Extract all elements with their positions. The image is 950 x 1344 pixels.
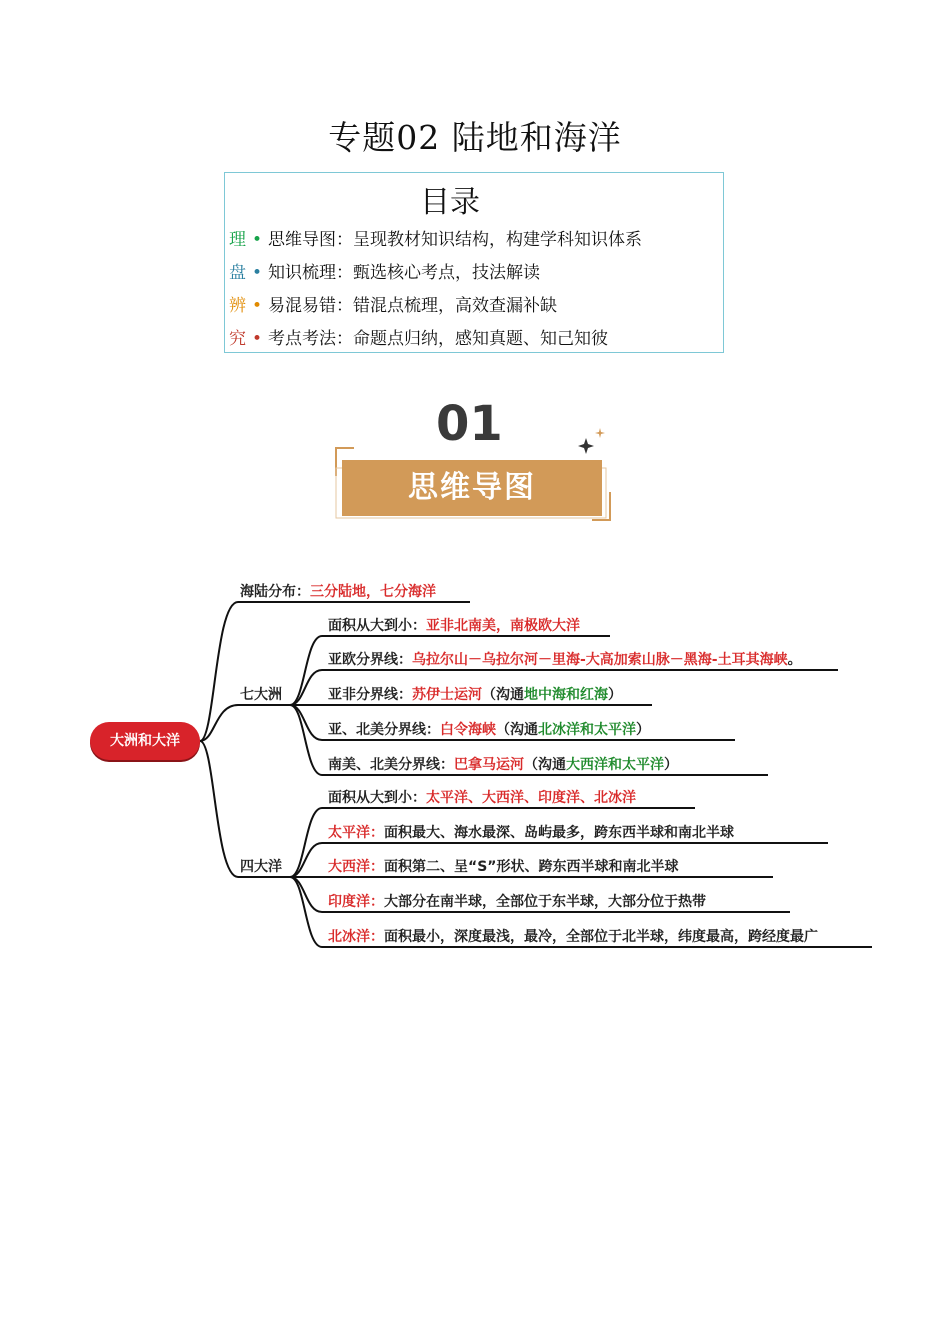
item-value: 乌拉尔山－乌拉尔河－里海-大高加索山脉－黑海-土耳其海峡: [412, 652, 788, 668]
item-value: 白令海峡: [440, 722, 496, 738]
ocean-item: [328, 787, 636, 807]
toc-text: 知识梳理：甄选核心考点，技法解读: [268, 263, 541, 283]
item-value: 亚非北南美，南极欧大洋: [426, 618, 580, 634]
section-number: 01: [436, 396, 503, 452]
continent-item: [328, 754, 678, 774]
continent-item: [328, 615, 580, 635]
item-note: （沟通: [496, 722, 538, 738]
item-value: 面积最小，深度最浅，最冷，全部位于北半球，纬度最高，跨经度最广: [384, 929, 818, 945]
item-value: 面积第二、呈“S”形状、跨东西半球和南北半球: [384, 859, 679, 875]
toc-key: 辨: [229, 296, 246, 316]
item-note-value: 大西洋和太平洋: [566, 757, 664, 773]
toc-text: 思维导图：呈现教材知识结构，构建学科知识体系: [268, 230, 643, 250]
item-value: 巴拿马运河: [454, 757, 524, 773]
ocean-item: [328, 926, 818, 946]
node-label: 海陆分布：: [240, 584, 310, 600]
item-label: 太平洋：: [328, 825, 384, 841]
item-note-end: ）: [636, 722, 650, 738]
item-note: （沟通: [524, 757, 566, 773]
item-label: 亚非分界线：: [328, 687, 412, 703]
toc-key: 究: [229, 329, 246, 349]
item-label: 面积从大到小：: [328, 790, 426, 806]
item-label: 亚欧分界线：: [328, 652, 412, 668]
branch-sidayang: 四大洋: [240, 859, 282, 875]
branch-qidazhou: 七大洲: [240, 687, 282, 703]
item-note-value: 北冰洋和太平洋: [538, 722, 636, 738]
item-value: 大部分在南半球，全部位于东半球，大部分位于热带: [384, 894, 706, 910]
node-value: 三分陆地，七分海洋: [310, 584, 436, 600]
item-label: 北冰洋：: [328, 929, 384, 945]
toc-text: 易混易错：错混点梳理，高效查漏补缺: [268, 296, 558, 316]
continent-item: [328, 719, 650, 739]
toc-bullet: •: [252, 329, 263, 349]
item-value: 太平洋、大西洋、印度洋、北冰洋: [426, 790, 636, 806]
item-label: 面积从大到小：: [328, 618, 426, 634]
continent-item: [328, 649, 802, 669]
toc-bullet: •: [252, 230, 263, 250]
item-note-value: 地中海和红海: [524, 687, 608, 703]
toc-bullet: •: [252, 263, 263, 283]
branch-hailu: [240, 581, 436, 601]
toc-text: 考点考法：命题点归纳，感知真题、知己知彼: [268, 329, 609, 349]
ocean-item: [328, 822, 734, 842]
item-suffix: 。: [787, 652, 802, 668]
item-note-end: ）: [608, 687, 622, 703]
section-label: 思维导图: [342, 460, 602, 516]
toc-key: 盘: [229, 263, 246, 283]
continent-item: [328, 684, 622, 704]
ocean-item: [328, 891, 706, 911]
ocean-item: [328, 856, 678, 876]
toc-bullet: •: [252, 296, 263, 316]
item-note: （沟通: [482, 687, 524, 703]
item-label: 亚、北美分界线：: [328, 722, 440, 738]
item-label: 南美、北美分界线：: [328, 757, 454, 773]
item-label: 印度洋：: [328, 894, 384, 910]
toc-heading: 目录: [420, 185, 480, 220]
mindmap-root: 大洲和大洋: [90, 722, 200, 760]
item-value: 苏伊士运河: [412, 687, 482, 703]
page-title: 专题02 陆地和海洋: [328, 118, 622, 157]
item-note-end: ）: [664, 757, 678, 773]
toc-key: 理: [229, 230, 246, 250]
item-value: 面积最大、海水最深、岛屿最多，跨东西半球和南北半球: [384, 825, 734, 841]
item-label: 大西洋：: [328, 859, 384, 875]
